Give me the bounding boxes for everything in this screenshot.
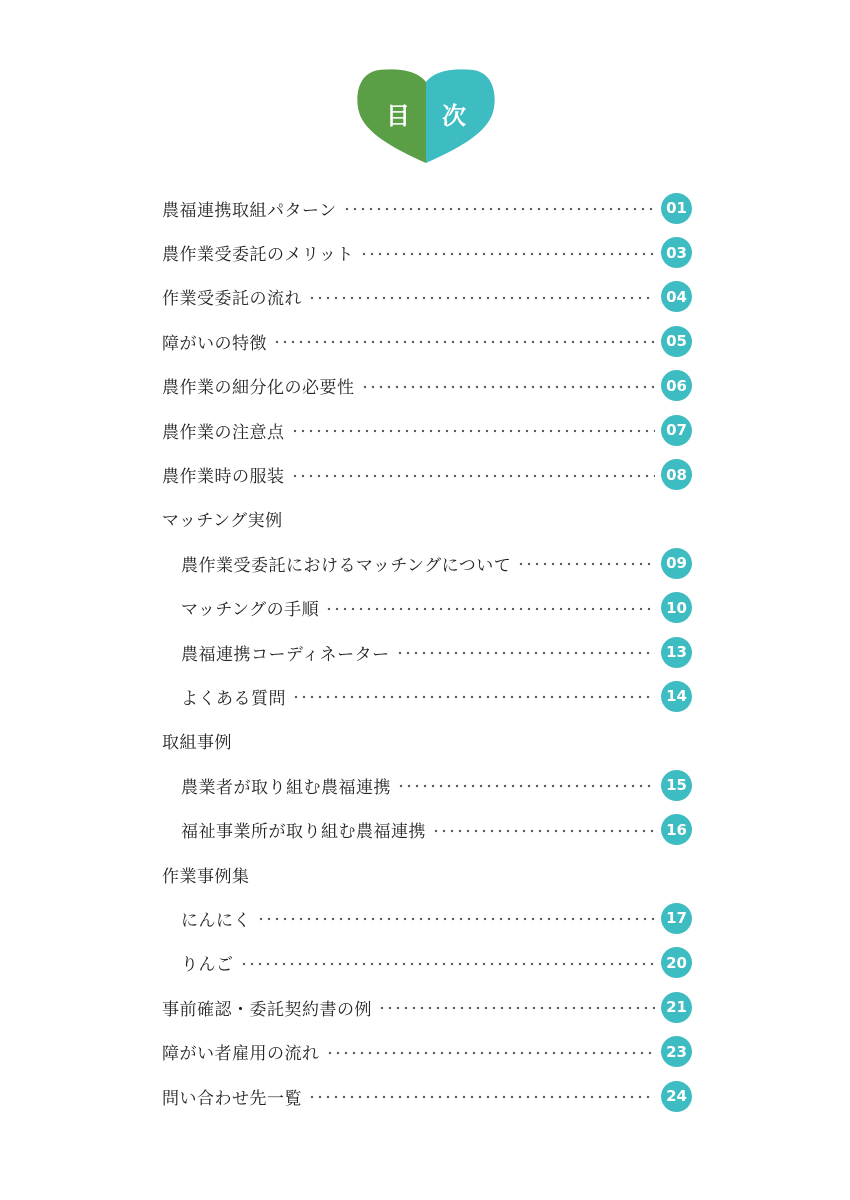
toc-entry[interactable] xyxy=(162,364,692,408)
toc-entry[interactable] xyxy=(162,275,692,319)
page-number-badge: 21 xyxy=(661,992,692,1023)
heart-shape xyxy=(355,68,497,164)
page-number-badge: 01 xyxy=(661,193,692,224)
dot-leader xyxy=(291,473,656,479)
dot-leader xyxy=(308,1094,655,1100)
toc-entry-label: 取組事例 xyxy=(162,733,232,754)
dot-leader xyxy=(360,251,655,257)
page-number-badge: 08 xyxy=(661,459,692,490)
toc-entry[interactable] xyxy=(162,541,692,585)
toc-entry-label: マッチング実例 xyxy=(162,511,283,532)
page-number-badge: 14 xyxy=(661,681,692,712)
dot-leader xyxy=(308,295,655,301)
toc-entry-label: 農作業の注意点 xyxy=(162,422,285,443)
dot-leader xyxy=(343,206,655,212)
toc-entry-label: にんにく xyxy=(181,910,251,931)
page-number-badge: 17 xyxy=(661,903,692,934)
page-number-badge: 20 xyxy=(661,947,692,978)
page-number-badge: 04 xyxy=(661,281,692,312)
toc-entry[interactable] xyxy=(162,319,692,363)
toc-entry[interactable] xyxy=(162,896,692,940)
toc-entry-label: 障がい者雇用の流れ xyxy=(162,1044,320,1065)
page-number-badge: 07 xyxy=(661,415,692,446)
toc-entry-label: 農作業の細分化の必要性 xyxy=(162,378,355,399)
page-number-badge: 16 xyxy=(661,814,692,845)
toc-entry-label: 福祉事業所が取り組む農福連携 xyxy=(181,822,426,843)
page-number-badge: 13 xyxy=(661,637,692,668)
toc-entry[interactable] xyxy=(162,630,692,674)
dot-leader xyxy=(257,916,655,922)
page-number-badge: 03 xyxy=(661,237,692,268)
toc-entry[interactable] xyxy=(162,1074,692,1118)
toc-entry[interactable] xyxy=(162,408,692,452)
page-number-badge: 24 xyxy=(661,1081,692,1112)
toc-entry-label: 障がいの特徴 xyxy=(162,333,267,354)
toc-entry-label: 農福連携取組パターン xyxy=(162,200,337,221)
dot-leader xyxy=(240,961,656,967)
toc-entry[interactable] xyxy=(162,807,692,851)
dot-leader xyxy=(397,783,655,789)
toc-entry[interactable] xyxy=(162,941,692,985)
toc-entry-label: 事前確認・委託契約書の例 xyxy=(162,999,372,1020)
dot-leader xyxy=(396,650,655,656)
toc-section-heading xyxy=(162,497,692,541)
toc-entry-label: 作業事例集 xyxy=(162,866,250,887)
toc-entry[interactable] xyxy=(162,763,692,807)
toc-entry[interactable] xyxy=(162,985,692,1029)
toc-entry-label: マッチングの手順 xyxy=(181,600,320,621)
title-char-left: 目 xyxy=(386,102,410,130)
toc-entry[interactable] xyxy=(162,230,692,274)
toc-entry-label: 農作業受委託におけるマッチングについて xyxy=(181,555,512,576)
table-of-contents xyxy=(162,186,692,1118)
dot-leader xyxy=(361,384,656,390)
toc-entry-label: よくある質問 xyxy=(181,688,286,709)
dot-leader xyxy=(326,1050,656,1056)
dot-leader xyxy=(378,1005,655,1011)
dot-leader xyxy=(292,694,655,700)
toc-entry[interactable] xyxy=(162,674,692,718)
page-number-badge: 15 xyxy=(661,770,692,801)
toc-entry-label: 農業者が取り組む農福連携 xyxy=(181,777,391,798)
toc-section-heading xyxy=(162,719,692,763)
dot-leader xyxy=(325,606,655,612)
dot-leader xyxy=(291,428,656,434)
toc-entry-label: 作業受委託の流れ xyxy=(162,289,302,310)
dot-leader xyxy=(273,339,655,345)
toc-entry[interactable] xyxy=(162,186,692,230)
toc-entry-label: 農福連携コーディネーター xyxy=(181,644,390,665)
toc-section-heading xyxy=(162,852,692,896)
toc-entry-label: 農作業受委託のメリット xyxy=(162,245,354,266)
toc-entry[interactable] xyxy=(162,586,692,630)
title-heart-badge xyxy=(355,68,497,164)
toc-entry[interactable] xyxy=(162,1029,692,1073)
page-number-badge: 05 xyxy=(661,326,692,357)
page-number-badge: 06 xyxy=(661,370,692,401)
toc-entry[interactable] xyxy=(162,452,692,496)
toc-entry-label: 問い合わせ先一覧 xyxy=(162,1088,302,1109)
page-number-badge: 10 xyxy=(661,592,692,623)
page-number-badge: 23 xyxy=(661,1036,692,1067)
page-number-badge: 09 xyxy=(661,548,692,579)
toc-entry-label: 農作業時の服装 xyxy=(162,467,285,488)
dot-leader xyxy=(517,561,655,567)
title-char-right: 次 xyxy=(442,102,466,130)
toc-entry-label: りんご xyxy=(181,955,234,976)
dot-leader xyxy=(432,828,655,834)
